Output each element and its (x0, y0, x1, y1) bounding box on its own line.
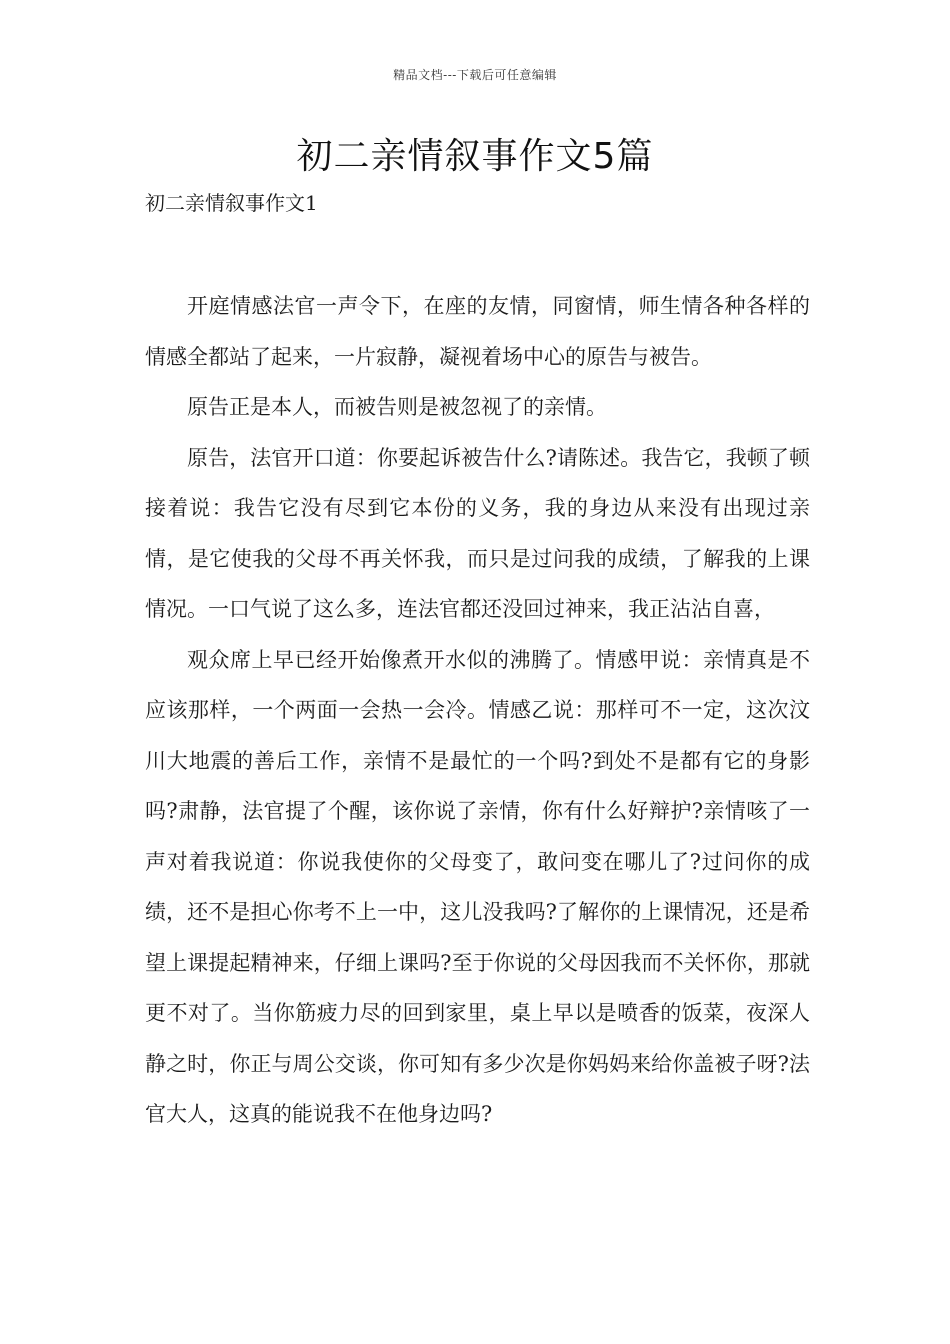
paragraph: 开庭情感法官一声令下，在座的友情，同窗情，师生情各种各样的情感全都站了起来，一片寂静，凝视着场中心的原告与被告。 (145, 294, 810, 369)
paragraph: 原告正是本人，而被告则是被忽视了的亲情。 (187, 395, 607, 419)
paragraph: 原告，法官开口道：你要起诉被告什么?请陈述。我告它，我顿了顿接着说：我告它没有尽到它本份的义务，我的身边从来没有出现过亲情，是它使我的父母不再关怀我，而只是过问我的成绩，了解我的上课情况。一口气说了这么多，连法官都还没回过神来，我正沾沾自喜， (145, 445, 810, 621)
paragraph: 观众席上早已经开始像煮开水似的沸腾了。情感甲说：亲情真是不应该那样，一个两面一会热一会冷。情感乙说：那样可不一定，这次汶川大地震的善后工作，亲情不是最忙的一个吗?到处不是都有它的身影吗?肃静，法官提了个醒，该你说了亲情，你有什么好辩护?亲情咳了一声对着我说道：你说我使你的父母变了，敢问变在哪儿了?过问你的成绩，还不是担心你考不上一中，这儿没我吗?了解你的上课情况，还是希望上课提起精神来，仔细上课吗?至于你说的父母因我而不关怀你，那就更不对了。当你筋疲力尽的回到家里，桌上早以是喷香的饭菜，夜深人静之时，你正与周公交谈，你可知有多少次是你妈妈来给你盖被子呀?法官大人，这真的能说我不在他身边吗? (145, 647, 810, 1126)
document-title: 初二亲情叙事作文5篇 (296, 136, 654, 177)
header-note: 精品文档---下载后可任意编辑 (393, 68, 557, 82)
essay-body (145, 281, 810, 1140)
essay-subtitle: 初二亲情叙事作文1 (145, 191, 318, 215)
